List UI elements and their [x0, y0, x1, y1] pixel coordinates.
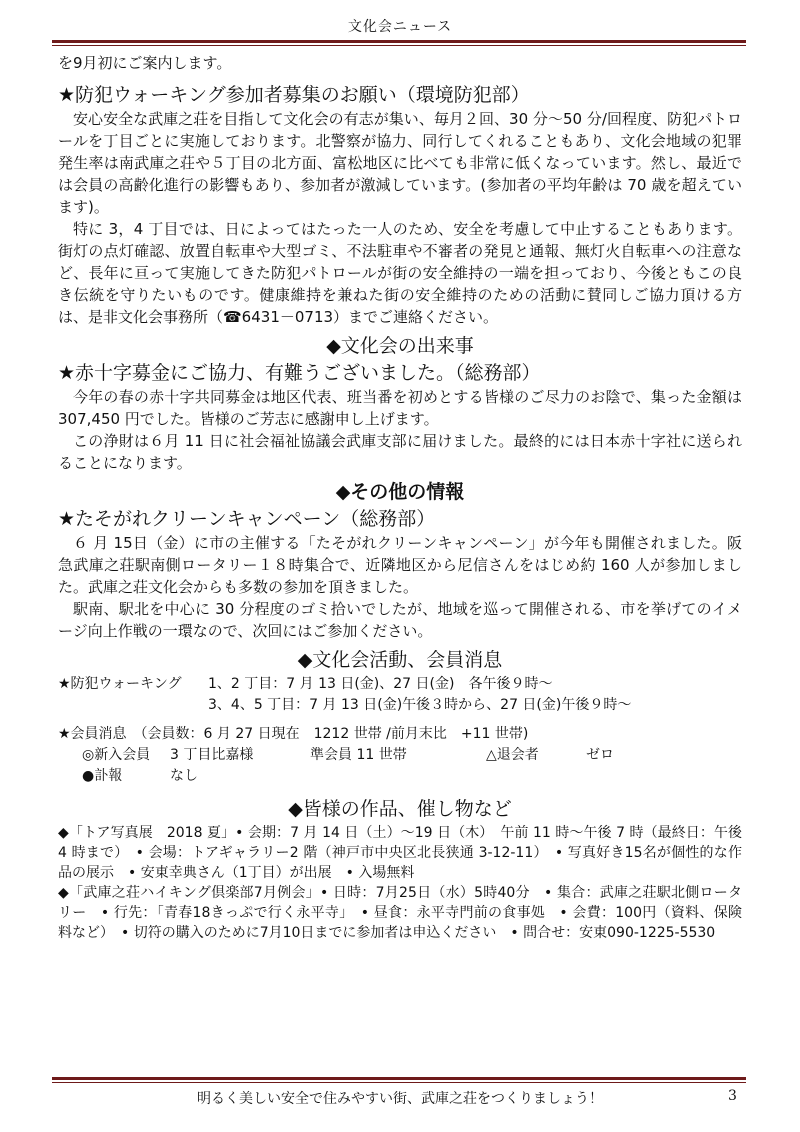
- other-info-subheading: ★たそがれクリーンキャンペーン（総務部）: [58, 508, 436, 530]
- page-content: [58, 52, 742, 943]
- walk-row-1: [58, 674, 742, 695]
- footer-rule: [52, 1077, 746, 1080]
- members-summary: ★会員消息 （会員数：6 月 27 日現在 1212 世帯 /前月末比 +11 世帯): [58, 726, 529, 742]
- walk-schedule-2: 3、4、5 丁目：7 月 13 日(金)午後３時から、27 日(金)午後９時～: [208, 697, 632, 713]
- events-section: [58, 332, 742, 474]
- other-info-section: [58, 478, 742, 642]
- newsletter-title: 文化会ニュース: [347, 19, 453, 35]
- withdrawn-value: ゼロ: [586, 747, 614, 763]
- members-row: [58, 724, 742, 745]
- obituary-label: ●訃報: [82, 768, 123, 784]
- photo-exhibition-notice: ◆「トア写真展 2018 夏」• 会期：7 月 14 日（土）～19 日（木） 午前 11 時～午後 7 時（最終日：午後 4 時まで） • 会場：トアギャラリー2 階（神戸市中央区北長狭通 3-12-11） • 写真好き15名が個性的な作品の展示 • 安東幸典さん（1丁目）が出展 • 入場無料: [58, 825, 742, 881]
- activities-heading: ◆文化会活動、会員消息: [297, 649, 503, 671]
- patrol-paragraph-1: 安心安全な武庫之荘を目指して文化会の有志が集い、毎月２回、30 分～50 分/回程度、防犯パトロールを丁目ごとに実施しております。北警察が協力、同行してくれることもあり、文化会地域の犯罪発生率は南武庫之荘や５丁目の北方面、富松地区に比べても非常に低くなっています。然し、最近では会員の高齢化進行の影響もあり、参加者が激減しています。(参加者の平均年齢は 70 歳を超えています)。: [58, 110, 742, 216]
- footer-slogan: 明るく美しい安全で住みやすい街、武庫之荘をつくりましょう！: [197, 1091, 603, 1107]
- header-rule: [52, 40, 746, 43]
- events-paragraph-1: 今年の春の赤十字共同募金は地区代表、班当番を初めとする皆様のご尽力のお陰で、集った金額は 307,450 円でした。皆様のご芳志に感謝申し上げます。: [58, 388, 742, 428]
- other-info-paragraph-1: ６ 月 15日（金）に市の主催する「たそがれクリーンキャンペーン」が今年も開催されました。阪急武庫之荘駅南側ロータリー１８時集合で、近隣地区から尼信さんをはじめ約 160 人が参加しました。武庫之荘文化会からも多数の参加を頂きました。: [58, 534, 742, 596]
- associate-members-value: 準会員 11 世帯: [310, 747, 407, 763]
- obituary-value: なし: [170, 768, 198, 784]
- header-rule-thin: [52, 45, 746, 46]
- continued-line: を9月初にご案内します。: [58, 54, 232, 72]
- patrol-section: [58, 82, 742, 328]
- new-members-row: [58, 745, 742, 766]
- works-heading: ◆皆様の作品、催し物など: [288, 798, 512, 820]
- footer-rule-thin: [52, 1082, 746, 1083]
- walk-label: ★防犯ウォーキング: [58, 676, 182, 692]
- new-members-value: 3 丁目比嘉様: [170, 747, 254, 763]
- new-members-label: ◎新入会員: [82, 747, 151, 763]
- other-info-paragraph-2: 駅南、駅北を中心に 30 分程度のゴミ拾いでしたが、地域を巡って開催される、市を挙げてのイメージ向上作戦の一環なので、次回にはご参加ください。: [58, 600, 742, 640]
- walk-schedule-1: 1、2 丁目：7 月 13 日(金)、27 日(金) 各午後９時～: [208, 676, 553, 692]
- other-info-heading: ◆その他の情報: [335, 481, 465, 503]
- page-number: 3: [728, 1088, 737, 1104]
- hiking-club-notice: ◆「武庫之荘ハイキング倶楽部7月例会」• 日時：7月25日（水）5時40分 • 集合：武庫之荘駅北側ロータリー • 行先：「青春18きっぷで行く永平寺」 • 昼食：永平寺門前の食事処 • 会費：100円（資料、保険料など） • 切符の購入のために7月10日までに参加者は申込ください • 問合せ：安東090-1225-5530: [58, 885, 742, 941]
- events-subheading: ★赤十字募金にご協力、有難うございました。（総務部）: [58, 362, 541, 384]
- works-section: [58, 795, 742, 943]
- obituary-row: [58, 766, 742, 787]
- walk-row-2: [58, 695, 742, 716]
- patrol-paragraph-2: 特に 3，4 丁目では、日によってはたった一人のため、安全を考慮して中止することもあります。街灯の点灯確認、放置自転車や大型ゴミ、不法駐車や不審者の発見と通報、無灯火自転車への注意など、長年に亘って実施してきた防犯パトロールが街の安全維持の一端を担っており、今後ともこの良き伝統を守りたいものです。健康維持を兼ねた街の安全維持のための活動に賛同しご協力頂ける方は、是非文化会事務所（☎6431－0713）までご連絡ください。: [58, 220, 742, 326]
- activities-section: [58, 646, 742, 787]
- patrol-heading: ★防犯ウォーキング参加者募集のお願い（環境防犯部）: [58, 84, 530, 106]
- withdrawn-label: △退会者: [486, 747, 539, 763]
- events-paragraph-2: この浄財は６月 11 日に社会福祉協議会武庫支部に届けました。最終的には日本赤十字社に送られることになります。: [58, 432, 742, 472]
- events-heading: ◆文化会の出来事: [326, 335, 474, 357]
